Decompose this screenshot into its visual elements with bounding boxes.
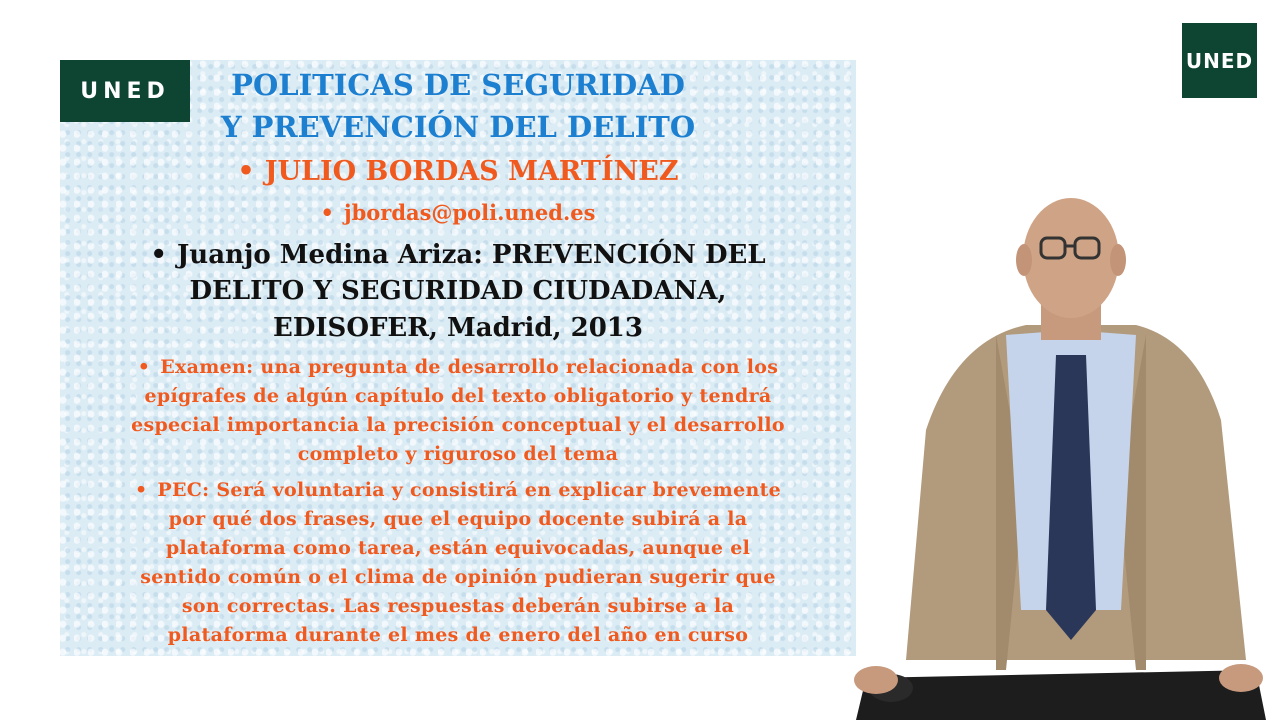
bullet-icon: • <box>134 479 148 501</box>
uned-corner-logo: UNED <box>1182 23 1257 98</box>
bullet-icon: • <box>237 156 255 187</box>
book-line-2: DELITO Y SEGURIDAD CIUDADANA, <box>189 276 727 306</box>
bullet-icon: • <box>137 356 151 378</box>
slide-title-line-1: POLITICAS DE SEGURIDAD <box>231 68 685 102</box>
author-email: jbordas@poli.uned.es <box>343 200 596 225</box>
pec-line-2: por qué dos frases, que el equipo docente subirá a la <box>168 508 748 530</box>
book-line-3: EDISOFER, Madrid, 2013 <box>273 313 643 343</box>
slide-uned-logo: UNED <box>60 60 190 122</box>
lecture-slide <box>60 60 856 656</box>
presenter-video <box>846 190 1276 720</box>
author-name: JULIO BORDAS MARTÍNEZ <box>264 156 679 187</box>
email-line <box>60 200 856 225</box>
exam-line-2: epígrafes de algún capítulo del texto obligatorio y tendrá <box>144 385 772 407</box>
slide-title-line-2: Y PREVENCIÓN DEL DELITO <box>220 110 696 144</box>
pec-line-1: • PEC: Será voluntaria y consistirá en explicar brevemente <box>134 479 782 501</box>
bullet-icon: • <box>150 240 167 270</box>
bullet-icon: • <box>320 200 334 225</box>
book-line-1: • Juanjo Medina Ariza: PREVENCIÓN DEL <box>150 240 766 270</box>
pec-line-6: plataforma durante el mes de enero del año en curso <box>167 624 749 646</box>
presenter-figure <box>846 190 1276 720</box>
exam-line-1: • Examen: una pregunta de desarrollo relacionada con los <box>137 356 779 378</box>
pec-line-3: plataforma como tarea, están equivocadas, aunque el <box>165 537 751 559</box>
pec-line-4: sentido común o el clima de opinión pudieran sugerir que <box>140 566 776 588</box>
pec-line-5: son correctas. Las respuestas deberán subirse a la <box>181 595 735 617</box>
author-line <box>60 156 856 187</box>
exam-line-4: completo y riguroso del tema <box>297 443 619 465</box>
exam-line-3: especial importancia la precisión conceptual y el desarrollo <box>131 414 785 436</box>
